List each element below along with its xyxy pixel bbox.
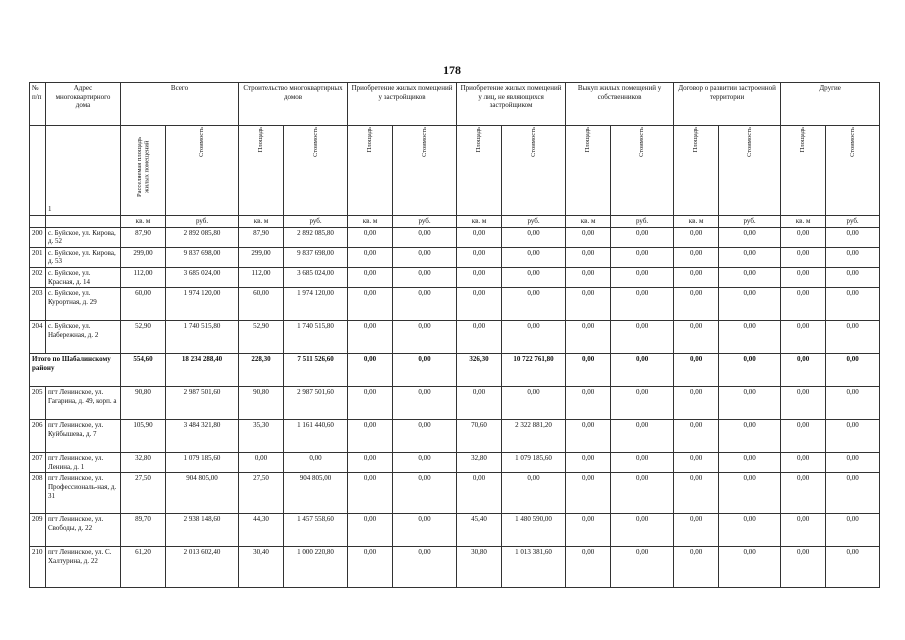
cell-area: 0,00 [457, 473, 502, 514]
cell-area: 0,00 [457, 227, 502, 247]
cell-area: 0,00 [674, 227, 719, 247]
cell-area: 27,50 [121, 473, 166, 514]
cell-area: 52,90 [239, 321, 284, 354]
cell-cost: 0,00 [611, 247, 674, 267]
cell-cost: 0,00 [719, 354, 781, 387]
cell-area: 0,00 [674, 420, 719, 453]
row-index: 205 [30, 387, 46, 420]
header-group-buyout: Выкуп жилых помещений у собственников [566, 83, 674, 126]
cell-cost: 1 457 558,60 [284, 514, 348, 547]
cell-cost: 3 685 024,00 [284, 267, 348, 287]
cell-area: 0,00 [674, 288, 719, 321]
cell-area: 0,00 [457, 247, 502, 267]
unit-area: кв. м [348, 216, 393, 228]
cell-area: 0,00 [348, 354, 393, 387]
row-address: пгт Ленинское, ул. Профессиональ-ная, д. 31 [46, 473, 121, 514]
cell-area: 0,00 [239, 453, 284, 473]
cell-cost: 0,00 [611, 354, 674, 387]
cell-area: 90,80 [121, 387, 166, 420]
unit-area: кв. м [566, 216, 611, 228]
cell-cost: 0,00 [393, 354, 457, 387]
cell-area: 0,00 [566, 473, 611, 514]
cell-cost: 1 974 120,00 [284, 288, 348, 321]
cell-area: 0,00 [674, 387, 719, 420]
cell-cost: 0,00 [393, 547, 457, 588]
unit-area: кв. м [239, 216, 284, 228]
cell-area: 45,40 [457, 514, 502, 547]
row-address: пгт Ленинское, ул. Гагарина, д. 49, корп. а [46, 387, 121, 420]
cell-area: 0,00 [457, 267, 502, 287]
cell-cost: 0,00 [611, 420, 674, 453]
cell-area: 0,00 [348, 387, 393, 420]
cell-cost: 0,00 [611, 387, 674, 420]
cell-area: 0,00 [781, 247, 826, 267]
cell-cost: 0,00 [393, 321, 457, 354]
cell-cost: 1 013 381,60 [502, 547, 566, 588]
cell-area: 0,00 [348, 473, 393, 514]
cell-cost: 1 079 185,60 [502, 453, 566, 473]
table-row [30, 247, 880, 267]
units-row [30, 216, 880, 228]
cell-area: 0,00 [674, 354, 719, 387]
cell-cost: 0,00 [611, 514, 674, 547]
header-group-other: Другие [781, 83, 880, 126]
cell-area: 0,00 [781, 514, 826, 547]
cell-cost: 0,00 [719, 267, 781, 287]
cell-cost: 0,00 [719, 387, 781, 420]
cell-cost: 0,00 [719, 247, 781, 267]
cell-cost: 0,00 [719, 420, 781, 453]
unit-empty [30, 216, 46, 228]
unit-cost: руб. [284, 216, 348, 228]
cell-cost: 0,00 [502, 267, 566, 287]
cell-cost: 0,00 [611, 473, 674, 514]
cell-cost: 0,00 [826, 267, 880, 287]
cell-cost: 9 837 698,00 [284, 247, 348, 267]
header-area: Площадь [566, 126, 611, 216]
cell-area: 0,00 [674, 514, 719, 547]
cell-cost: 0,00 [826, 514, 880, 547]
cell-area: 299,00 [239, 247, 284, 267]
cell-area: 0,00 [674, 473, 719, 514]
cell-area: 0,00 [457, 387, 502, 420]
cell-cost: 0,00 [611, 547, 674, 588]
cell-cost: 0,00 [719, 514, 781, 547]
unit-cost: руб. [826, 216, 880, 228]
unit-area: кв. м [457, 216, 502, 228]
cell-area: 32,80 [121, 453, 166, 473]
cell-cost: 0,00 [611, 321, 674, 354]
cell-area: 228,30 [239, 354, 284, 387]
cell-area: 0,00 [781, 321, 826, 354]
row-index: 207 [30, 453, 46, 473]
cell-cost: 3 484 321,80 [166, 420, 239, 453]
cell-cost: 2 892 085,80 [284, 227, 348, 247]
cell-cost: 0,00 [502, 247, 566, 267]
cell-cost: 0,00 [826, 288, 880, 321]
cell-area: 30,40 [239, 547, 284, 588]
cell-cost: 2 013 602,40 [166, 547, 239, 588]
unit-area: кв. м [781, 216, 826, 228]
column-number: 1 [48, 205, 52, 214]
cell-cost: 1 974 120,00 [166, 288, 239, 321]
header-area: Площадь [457, 126, 502, 216]
row-address: с. Буйское, ул. Набережная, д. 2 [46, 321, 121, 354]
cell-cost: 1 740 515,80 [284, 321, 348, 354]
cell-area: 0,00 [781, 354, 826, 387]
cell-cost: 0,00 [393, 288, 457, 321]
cell-area: 87,90 [239, 227, 284, 247]
cell-cost: 0,00 [611, 267, 674, 287]
row-address: пгт Ленинское, ул. Куйбышева, д. 7 [46, 420, 121, 453]
total-row [30, 354, 880, 387]
cell-cost: 0,00 [826, 473, 880, 514]
row-index: 210 [30, 547, 46, 588]
cell-area: 0,00 [457, 321, 502, 354]
housing-resettlement-table [29, 82, 880, 588]
header-area: Площадь [348, 126, 393, 216]
cell-area: 0,00 [348, 514, 393, 547]
cell-area: 0,00 [781, 473, 826, 514]
cell-area: 0,00 [566, 547, 611, 588]
cell-area: 0,00 [566, 387, 611, 420]
cell-cost: 0,00 [393, 247, 457, 267]
header-resettled-area: Расселяемая площадь жилых помещений [121, 126, 166, 216]
cell-cost: 0,00 [393, 387, 457, 420]
header-cost: Стоимость [719, 126, 781, 216]
cell-area: 105,90 [121, 420, 166, 453]
cell-cost: 7 511 526,60 [284, 354, 348, 387]
cell-cost: 0,00 [719, 321, 781, 354]
cell-cost: 1 161 440,60 [284, 420, 348, 453]
cell-area: 0,00 [566, 420, 611, 453]
cell-cost: 2 892 085,80 [166, 227, 239, 247]
table-row [30, 473, 880, 514]
table-row [30, 267, 880, 287]
cell-area: 0,00 [348, 420, 393, 453]
cell-cost: 0,00 [611, 453, 674, 473]
header-group-purchase-others: Приобретение жилых помещений у лиц, не являющихся застройщиком [457, 83, 566, 126]
unit-cost: руб. [166, 216, 239, 228]
cell-area: 0,00 [781, 288, 826, 321]
cell-cost: 0,00 [826, 453, 880, 473]
cell-area: 0,00 [566, 267, 611, 287]
table-row [30, 514, 880, 547]
table-row [30, 321, 880, 354]
cell-area: 0,00 [566, 227, 611, 247]
cell-area: 0,00 [348, 288, 393, 321]
cell-area: 326,30 [457, 354, 502, 387]
table-row [30, 547, 880, 588]
cell-cost: 2 987 501,60 [284, 387, 348, 420]
cell-area: 0,00 [781, 227, 826, 247]
cell-area: 0,00 [348, 267, 393, 287]
row-index: 204 [30, 321, 46, 354]
unit-area: кв. м [674, 216, 719, 228]
header-group-total: Всего [121, 83, 239, 126]
cell-cost: 904 805,00 [166, 473, 239, 514]
cell-area: 0,00 [566, 514, 611, 547]
cell-area: 44,30 [239, 514, 284, 547]
cell-area: 32,80 [457, 453, 502, 473]
cell-area: 0,00 [457, 288, 502, 321]
header-cost: Стоимость [284, 126, 348, 216]
row-address: с. Буйское, ул. Красная, д. 14 [46, 267, 121, 287]
cell-cost: 0,00 [393, 514, 457, 547]
row-index: 206 [30, 420, 46, 453]
unit-cost: руб. [393, 216, 457, 228]
cell-area: 0,00 [348, 247, 393, 267]
header-cost: Стоимость [826, 126, 880, 216]
cell-cost: 3 685 024,00 [166, 267, 239, 287]
cell-area: 0,00 [781, 387, 826, 420]
cell-area: 0,00 [674, 547, 719, 588]
header-column-number-cell [46, 126, 121, 216]
cell-area: 87,90 [121, 227, 166, 247]
cell-cost: 0,00 [826, 420, 880, 453]
cell-area: 61,20 [121, 547, 166, 588]
header-area: Площадь [674, 126, 719, 216]
cell-cost: 0,00 [502, 227, 566, 247]
cell-area: 27,50 [239, 473, 284, 514]
cell-cost: 2 322 881,20 [502, 420, 566, 453]
cell-area: 52,90 [121, 321, 166, 354]
cell-cost: 0,00 [611, 288, 674, 321]
row-index: 201 [30, 247, 46, 267]
cell-cost: 0,00 [502, 321, 566, 354]
page-number: 178 [443, 63, 461, 77]
row-address: с. Буйское, ул. Кирова, д. 53 [46, 247, 121, 267]
header-address: Адрес многоквартирного дома [46, 83, 121, 126]
row-address: пгт Ленинское, ул. Ленина, д. 1 [46, 453, 121, 473]
cell-area: 112,00 [121, 267, 166, 287]
table-row [30, 453, 880, 473]
header-row-groups [30, 83, 880, 126]
cell-area: 0,00 [781, 267, 826, 287]
row-address: пгт Ленинское, ул. С. Халтурина, д. 22 [46, 547, 121, 588]
cell-area: 0,00 [674, 321, 719, 354]
cell-cost: 0,00 [826, 247, 880, 267]
table-body [30, 227, 880, 588]
cell-cost: 0,00 [826, 547, 880, 588]
cell-area: 70,60 [457, 420, 502, 453]
cell-cost: 0,00 [719, 453, 781, 473]
cell-cost: 0,00 [393, 453, 457, 473]
cell-cost: 0,00 [719, 473, 781, 514]
cell-area: 554,60 [121, 354, 166, 387]
cell-cost: 0,00 [826, 387, 880, 420]
cell-area: 0,00 [781, 547, 826, 588]
unit-area: кв. м [121, 216, 166, 228]
header-area: Площадь [781, 126, 826, 216]
cell-area: 35,30 [239, 420, 284, 453]
row-index: 200 [30, 227, 46, 247]
cell-cost: 10 722 761,80 [502, 354, 566, 387]
table-row [30, 420, 880, 453]
row-index: 209 [30, 514, 46, 547]
cell-cost: 0,00 [284, 453, 348, 473]
cell-cost: 1 079 185,60 [166, 453, 239, 473]
cell-cost: 0,00 [393, 227, 457, 247]
cell-area: 0,00 [674, 267, 719, 287]
cell-area: 90,80 [239, 387, 284, 420]
header-index: № п/п [30, 83, 46, 126]
header-empty [30, 126, 46, 216]
cell-area: 0,00 [566, 321, 611, 354]
cell-cost: 2 938 148,60 [166, 514, 239, 547]
cell-area: 0,00 [348, 227, 393, 247]
row-index: 203 [30, 288, 46, 321]
cell-area: 0,00 [781, 453, 826, 473]
header-group-construction: Строительство многоквартирных домов [239, 83, 348, 126]
cell-area: 89,70 [121, 514, 166, 547]
table-row [30, 227, 880, 247]
row-address: с. Буйское, ул. Курортная, д. 29 [46, 288, 121, 321]
unit-empty [46, 216, 121, 228]
cell-cost: 0,00 [502, 387, 566, 420]
header-group-purchase-developers: Приобретение жилых помещений у застройщиков [348, 83, 457, 126]
cell-area: 0,00 [566, 453, 611, 473]
cell-cost: 0,00 [826, 354, 880, 387]
cell-area: 0,00 [566, 247, 611, 267]
cell-cost: 18 234 288,40 [166, 354, 239, 387]
cell-cost: 0,00 [393, 420, 457, 453]
header-cost: Стоимость [393, 126, 457, 216]
unit-cost: руб. [611, 216, 674, 228]
cell-cost: 904 805,00 [284, 473, 348, 514]
table-row [30, 288, 880, 321]
cell-area: 0,00 [781, 420, 826, 453]
total-label: Итого по Шабалинскому району [30, 354, 121, 387]
cell-cost: 0,00 [719, 227, 781, 247]
cell-cost: 0,00 [502, 288, 566, 321]
header-cost: Стоимость [611, 126, 674, 216]
cell-area: 0,00 [674, 247, 719, 267]
cell-cost: 2 987 501,60 [166, 387, 239, 420]
header-area: Площадь [239, 126, 284, 216]
cell-cost: 0,00 [502, 473, 566, 514]
cell-cost: 1 480 590,00 [502, 514, 566, 547]
cell-area: 0,00 [674, 453, 719, 473]
cell-area: 30,80 [457, 547, 502, 588]
cell-cost: 0,00 [719, 547, 781, 588]
unit-cost: руб. [719, 216, 781, 228]
cell-area: 0,00 [348, 547, 393, 588]
header-cost: Стоимость [166, 126, 239, 216]
row-index: 208 [30, 473, 46, 514]
cell-area: 60,00 [239, 288, 284, 321]
row-address: с. Буйское, ул. Кирова, д. 52 [46, 227, 121, 247]
cell-cost: 9 837 698,00 [166, 247, 239, 267]
cell-cost: 0,00 [611, 227, 674, 247]
header-cost: Стоимость [502, 126, 566, 216]
row-address: пгт Ленинское, ул. Свободы, д. 22 [46, 514, 121, 547]
row-index: 202 [30, 267, 46, 287]
unit-cost: руб. [502, 216, 566, 228]
cell-area: 0,00 [566, 354, 611, 387]
cell-cost: 0,00 [826, 321, 880, 354]
table-row [30, 387, 880, 420]
cell-area: 0,00 [348, 453, 393, 473]
cell-area: 112,00 [239, 267, 284, 287]
cell-area: 0,00 [348, 321, 393, 354]
cell-cost: 0,00 [826, 227, 880, 247]
cell-cost: 0,00 [393, 473, 457, 514]
cell-cost: 1 000 220,80 [284, 547, 348, 588]
cell-area: 60,00 [121, 288, 166, 321]
header-row-subcolumns [30, 126, 880, 216]
header-group-development-agreement: Договор о развитии застроенной территории [674, 83, 781, 126]
cell-cost: 0,00 [719, 288, 781, 321]
cell-cost: 0,00 [393, 267, 457, 287]
cell-area: 299,00 [121, 247, 166, 267]
cell-cost: 1 740 515,80 [166, 321, 239, 354]
cell-area: 0,00 [566, 288, 611, 321]
